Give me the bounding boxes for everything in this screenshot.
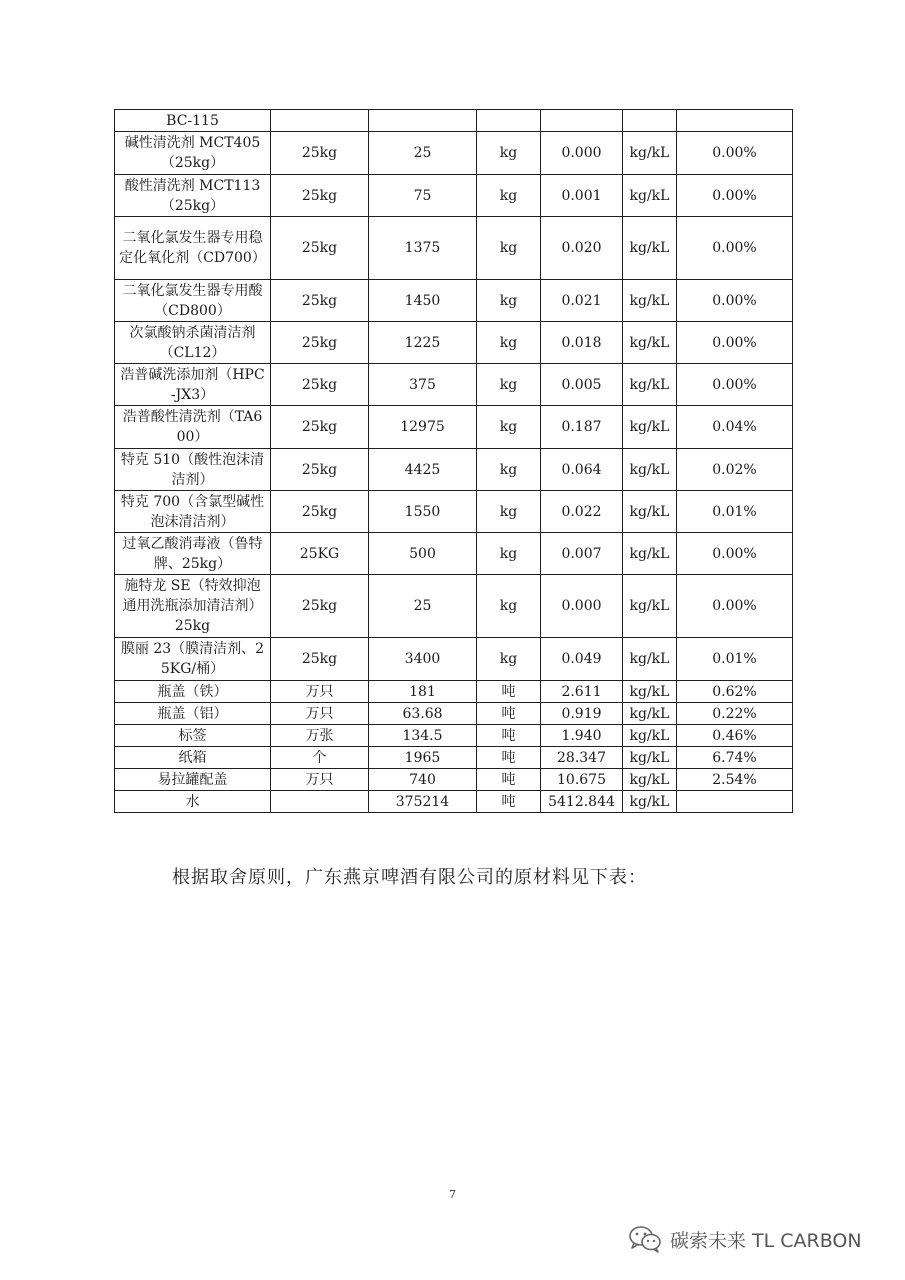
material-value-unit: kg/kL [623, 322, 677, 364]
material-spec: 25kg [271, 364, 369, 406]
material-amount: 500 [369, 533, 477, 575]
material-unit: kg [477, 175, 541, 217]
material-value: 0.020 [541, 217, 623, 280]
material-value: 1.940 [541, 725, 623, 747]
table-row [115, 132, 793, 175]
table-row [115, 638, 793, 681]
material-percent: 6.74% [677, 747, 793, 769]
material-amount: 4425 [369, 449, 477, 491]
material-value: 0.049 [541, 638, 623, 681]
material-unit: 吨 [477, 725, 541, 747]
material-unit: kg [477, 132, 541, 175]
material-percent: 0.00% [677, 322, 793, 364]
material-value: 0.000 [541, 132, 623, 175]
material-value-unit: kg/kL [623, 217, 677, 280]
material-percent: 0.00% [677, 364, 793, 406]
material-unit: kg [477, 575, 541, 638]
table-row [115, 575, 793, 638]
page-number: 7 [449, 1188, 456, 1201]
material-spec: 25kg [271, 175, 369, 217]
material-name: 特克 510（酸性泡沫清洁剂） [115, 449, 271, 491]
material-amount: 134.5 [369, 725, 477, 747]
material-amount: 63.68 [369, 703, 477, 725]
material-amount: 181 [369, 681, 477, 703]
material-unit: kg [477, 322, 541, 364]
material-unit: kg [477, 406, 541, 449]
material-name: 特克 700（含氯型碱性泡沫清洁剂） [115, 491, 271, 533]
material-amount: 1965 [369, 747, 477, 769]
material-percent [677, 791, 793, 813]
material-value-unit: kg/kL [623, 638, 677, 681]
material-spec: 个 [271, 747, 369, 769]
material-name: 瓶盖（铁） [115, 681, 271, 703]
watermark-text: 碳索未来 TL CARBON [670, 1229, 862, 1252]
material-unit [477, 110, 541, 132]
material-value-unit: kg/kL [623, 491, 677, 533]
table-row [115, 681, 793, 703]
material-name: 标签 [115, 725, 271, 747]
material-spec: 25kg [271, 132, 369, 175]
material-value: 0.022 [541, 491, 623, 533]
material-spec: 25kg [271, 322, 369, 364]
materials-table [114, 109, 793, 813]
material-value-unit: kg/kL [623, 703, 677, 725]
material-value: 5412.844 [541, 791, 623, 813]
material-unit: kg [477, 364, 541, 406]
material-value: 0.187 [541, 406, 623, 449]
material-value-unit: kg/kL [623, 132, 677, 175]
material-spec: 25kg [271, 280, 369, 322]
material-name: 二氧化氯发生器专用稳定化氧化剂（CD700） [115, 217, 271, 280]
material-value-unit: kg/kL [623, 575, 677, 638]
material-unit: 吨 [477, 769, 541, 791]
material-percent: 0.62% [677, 681, 793, 703]
material-name: 过氧乙酸消毒液（鲁特牌、25kg） [115, 533, 271, 575]
material-value: 0.021 [541, 280, 623, 322]
material-value-unit: kg/kL [623, 681, 677, 703]
material-spec: 25kg [271, 406, 369, 449]
material-value-unit: kg/kL [623, 175, 677, 217]
material-percent [677, 110, 793, 132]
material-amount: 1225 [369, 322, 477, 364]
material-percent: 0.01% [677, 491, 793, 533]
material-unit: 吨 [477, 703, 541, 725]
material-percent: 0.00% [677, 533, 793, 575]
material-value [541, 110, 623, 132]
material-value: 0.018 [541, 322, 623, 364]
table-row [115, 364, 793, 406]
material-name: 纸箱 [115, 747, 271, 769]
material-value: 0.005 [541, 364, 623, 406]
material-value: 0.007 [541, 533, 623, 575]
material-value: 2.611 [541, 681, 623, 703]
material-spec: 25KG [271, 533, 369, 575]
material-unit: kg [477, 217, 541, 280]
material-amount: 3400 [369, 638, 477, 681]
material-name: 水 [115, 791, 271, 813]
table-row [115, 322, 793, 364]
material-name: 次氯酸钠杀菌清洁剂（CL12） [115, 322, 271, 364]
table-row [115, 769, 793, 791]
material-name: BC-115 [115, 110, 271, 132]
material-value: 0.001 [541, 175, 623, 217]
material-percent: 0.00% [677, 280, 793, 322]
material-value-unit: kg/kL [623, 280, 677, 322]
material-percent: 2.54% [677, 769, 793, 791]
material-amount: 12975 [369, 406, 477, 449]
table-row [115, 725, 793, 747]
table-row [115, 449, 793, 491]
material-value: 0.064 [541, 449, 623, 491]
material-spec: 25kg [271, 491, 369, 533]
material-amount: 75 [369, 175, 477, 217]
material-amount: 1550 [369, 491, 477, 533]
material-value-unit: kg/kL [623, 533, 677, 575]
table-row [115, 217, 793, 280]
material-name: 二氧化氯发生器专用酸（CD800） [115, 280, 271, 322]
material-amount: 740 [369, 769, 477, 791]
watermark [628, 1225, 862, 1253]
table-row [115, 491, 793, 533]
material-spec: 万只 [271, 703, 369, 725]
material-spec: 25kg [271, 575, 369, 638]
material-percent: 0.00% [677, 175, 793, 217]
material-name: 瓶盖（铝） [115, 703, 271, 725]
material-spec [271, 791, 369, 813]
material-percent: 0.46% [677, 725, 793, 747]
material-spec: 万只 [271, 769, 369, 791]
material-unit: kg [477, 280, 541, 322]
table-row [115, 791, 793, 813]
material-amount: 25 [369, 575, 477, 638]
table-row [115, 406, 793, 449]
table-row [115, 175, 793, 217]
table-row [115, 533, 793, 575]
wechat-icon [628, 1225, 662, 1253]
material-spec: 万只 [271, 681, 369, 703]
material-amount [369, 110, 477, 132]
table-row [115, 703, 793, 725]
material-unit: 吨 [477, 681, 541, 703]
table-row [115, 280, 793, 322]
material-amount: 375 [369, 364, 477, 406]
material-percent: 0.02% [677, 449, 793, 491]
material-value-unit: kg/kL [623, 747, 677, 769]
material-spec: 万张 [271, 725, 369, 747]
material-value-unit [623, 110, 677, 132]
table-row [115, 747, 793, 769]
material-name: 碱性清洗剂 MCT405（25kg） [115, 132, 271, 175]
material-unit: kg [477, 533, 541, 575]
material-amount: 1450 [369, 280, 477, 322]
material-unit: 吨 [477, 747, 541, 769]
material-amount: 1375 [369, 217, 477, 280]
material-unit: kg [477, 638, 541, 681]
material-spec [271, 110, 369, 132]
material-value-unit: kg/kL [623, 406, 677, 449]
body-paragraph: 根据取舍原则，广东燕京啤酒有限公司的原材料见下表： [172, 867, 647, 888]
material-percent: 0.00% [677, 132, 793, 175]
material-percent: 0.22% [677, 703, 793, 725]
material-name: 易拉罐配盖 [115, 769, 271, 791]
material-value-unit: kg/kL [623, 449, 677, 491]
material-unit: 吨 [477, 791, 541, 813]
material-spec: 25kg [271, 217, 369, 280]
material-spec: 25kg [271, 638, 369, 681]
material-value: 28.347 [541, 747, 623, 769]
material-percent: 0.01% [677, 638, 793, 681]
material-name: 浩普碱洗添加剂（HPC-JX3） [115, 364, 271, 406]
material-unit: kg [477, 491, 541, 533]
material-name: 浩普酸性清洗剂（TA600） [115, 406, 271, 449]
material-percent: 0.00% [677, 575, 793, 638]
material-value: 0.000 [541, 575, 623, 638]
material-value-unit: kg/kL [623, 725, 677, 747]
material-name: 膜丽 23（膜清洁剂、25KG/桶） [115, 638, 271, 681]
material-value: 10.675 [541, 769, 623, 791]
material-unit: kg [477, 449, 541, 491]
material-name: 施特龙 SE（特效抑泡通用洗瓶添加清洁剂）25kg [115, 575, 271, 638]
material-value: 0.919 [541, 703, 623, 725]
material-percent: 0.00% [677, 217, 793, 280]
material-value-unit: kg/kL [623, 791, 677, 813]
material-amount: 25 [369, 132, 477, 175]
table-row [115, 110, 793, 132]
material-percent: 0.04% [677, 406, 793, 449]
material-spec: 25kg [271, 449, 369, 491]
material-name: 酸性清洗剂 MCT113（25kg） [115, 175, 271, 217]
material-amount: 375214 [369, 791, 477, 813]
material-value-unit: kg/kL [623, 769, 677, 791]
material-value-unit: kg/kL [623, 364, 677, 406]
